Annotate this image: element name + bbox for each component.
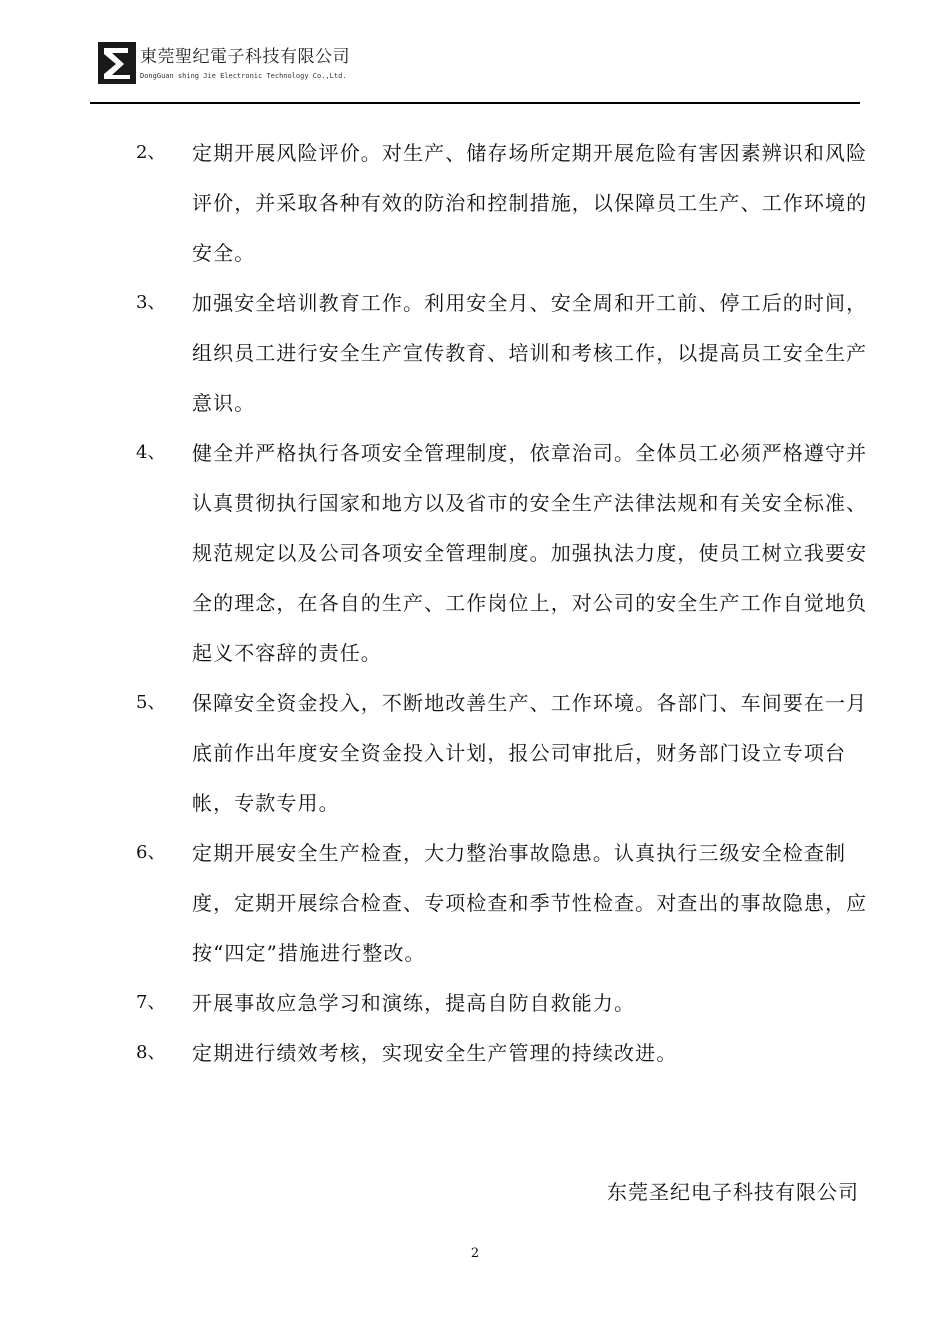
item-number: 6、	[136, 842, 166, 863]
item-text: 定期开展安全生产检查，大力整治事故隐患。认真执行三级安全检查制度，定期开展综合检查、专项检查和季节性检查。对查出的事故隐患，应按“四定”措施进行整改。	[192, 841, 868, 965]
item-number: 7、	[136, 992, 166, 1013]
item-number: 3、	[136, 292, 166, 313]
item-text: 定期进行绩效考核，实现安全生产管理的持续改进。	[192, 1041, 678, 1065]
item-text: 加强安全培训教育工作。利用安全月、安全周和开工前、停工后的时间，组织员工进行安全生产宣传教育、培训和考核工作，以提高员工安全生产意识。	[192, 291, 868, 415]
page-number: 2	[470, 1246, 480, 1261]
company-logo-icon	[98, 42, 136, 84]
list-item	[0, 278, 950, 428]
item-text: 开展事故应急学习和演练，提高自防自救能力。	[192, 991, 636, 1015]
company-signature: 东莞圣纪电子科技有限公司	[607, 1180, 859, 1204]
list-item	[0, 1028, 950, 1078]
item-number: 5、	[136, 692, 166, 713]
list-item	[0, 978, 950, 1028]
list-item	[0, 828, 950, 978]
item-text: 健全并严格执行各项安全管理制度，依章治司。全体员工必须严格遵守并认真贯彻执行国家和地方以及省市的安全生产法律法规和有关安全标准、规范规定以及公司各项安全管理制度。加强执法力度，使员工树立我要安全的理念，在各自的生产、工作岗位上，对公司的安全生产工作自觉地负起义不容辞的责任。	[192, 441, 868, 665]
item-number: 2、	[136, 142, 166, 163]
list-item	[0, 678, 950, 828]
policy-list	[0, 128, 950, 1078]
item-text: 保障安全资金投入，不断地改善生产、工作环境。各部门、车间要在一月底前作出年度安全资金投入计划，报公司审批后，财务部门设立专项台帐，专款专用。	[192, 691, 868, 815]
header-divider	[90, 102, 860, 104]
item-number: 8、	[136, 1042, 166, 1063]
list-item	[0, 128, 950, 278]
company-name-en: DongGuan shing Jie Electronic Technology Co.,Ltd.	[140, 72, 347, 80]
letterhead	[98, 38, 860, 104]
list-item	[0, 428, 950, 678]
company-name-cn: 東莞聖纪電子科技有限公司	[140, 47, 350, 67]
item-text: 定期开展风险评价。对生产、储存场所定期开展危险有害因素辨识和风险评价，并采取各种有效的防治和控制措施，以保障员工生产、工作环境的安全。	[192, 141, 868, 265]
item-number: 4、	[136, 442, 166, 463]
